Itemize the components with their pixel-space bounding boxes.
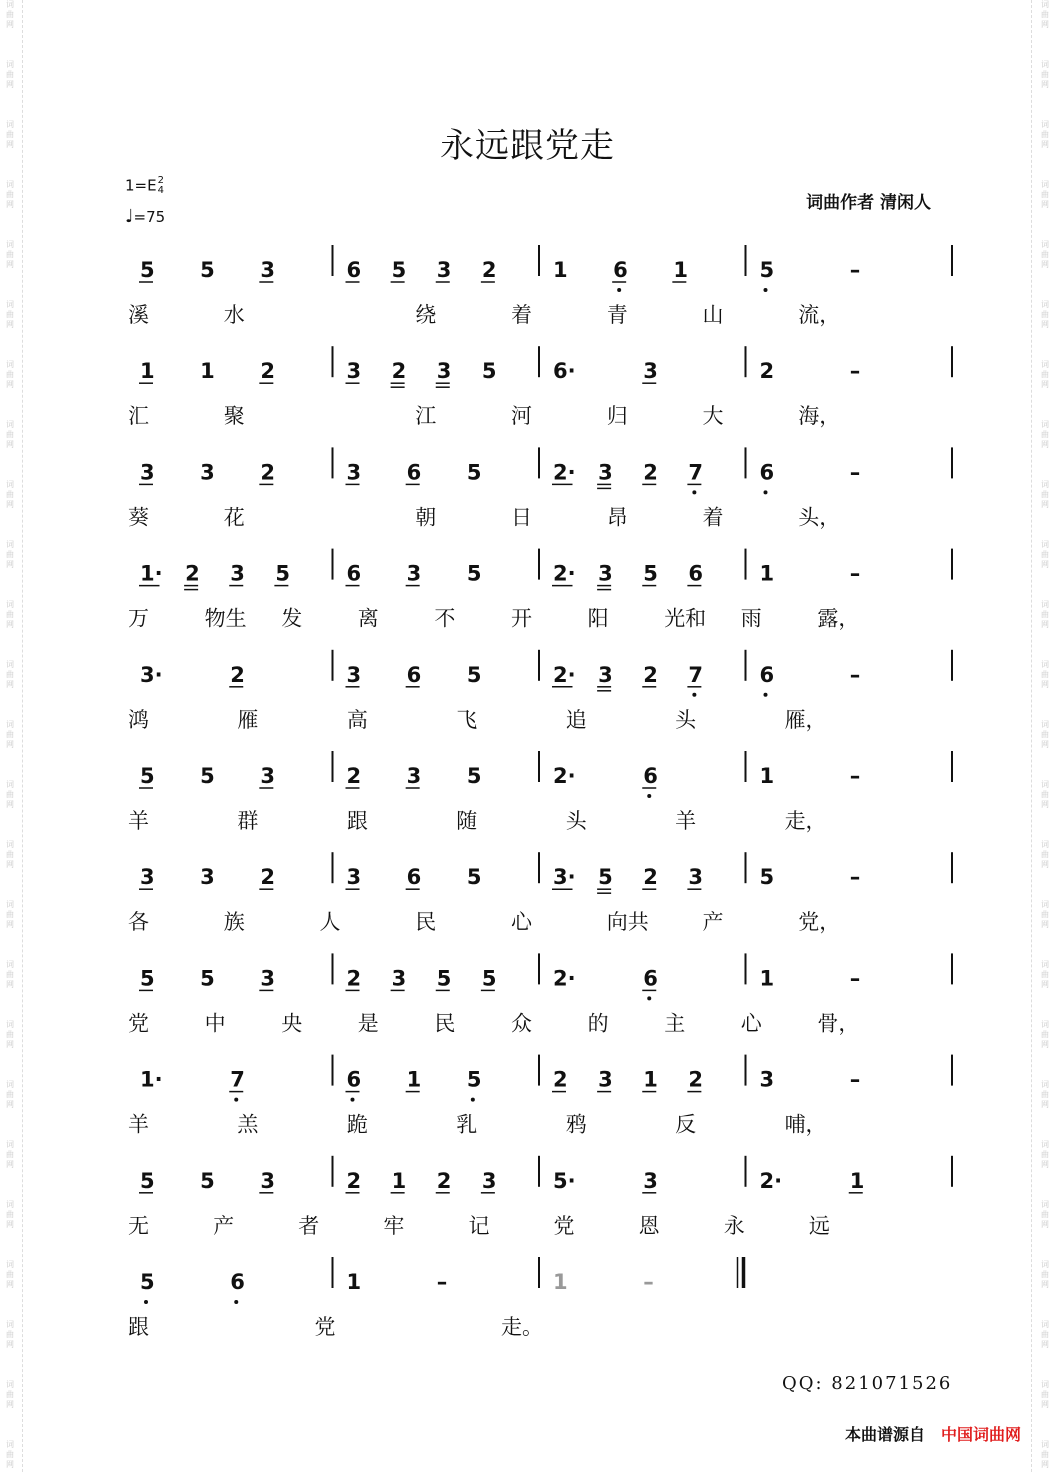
note: 5 — [598, 865, 613, 890]
watermark-text: 词 曲 网 — [1041, 300, 1049, 329]
lyric: 水 — [223, 303, 245, 327]
lyric: 昂 — [606, 505, 628, 530]
song-title: 永远跟党走 — [440, 126, 615, 166]
lyric: 着 — [702, 505, 724, 530]
note: 5 — [481, 966, 497, 991]
note: 5 — [140, 1168, 155, 1193]
lyric: 不 — [434, 606, 456, 631]
lyric: 羔 — [237, 1112, 259, 1137]
composer-credit: 词曲作者 清闲人 — [806, 193, 931, 213]
watermark-text: 词 曲 网 — [1041, 120, 1049, 149]
note: 3 — [346, 662, 362, 687]
note: 2 — [260, 865, 275, 890]
watermark-text: 词 曲 网 — [1041, 1200, 1049, 1229]
watermark-text: 词 曲 网 — [6, 360, 14, 389]
lyric: 雁， — [784, 707, 827, 732]
note: 3 — [436, 258, 452, 282]
note: 7 — [688, 460, 703, 485]
low-octave-dot — [647, 996, 651, 1000]
watermark-text: 词 曲 网 — [1041, 360, 1049, 389]
watermark-text: 词 曲 网 — [1041, 180, 1049, 209]
note: 3 — [260, 1168, 275, 1193]
watermark-text: 词 曲 网 — [6, 1140, 14, 1169]
lyric: 远 — [808, 1213, 830, 1238]
note: 3 — [391, 966, 407, 991]
note: 3 — [643, 1168, 658, 1193]
note: 1 — [200, 359, 215, 384]
note: 3· — [140, 662, 163, 687]
note: 3 — [230, 561, 245, 586]
note: 2· — [553, 764, 576, 788]
note: 3 — [260, 764, 275, 788]
note: 5 — [759, 258, 775, 282]
lyric: 鸿 — [128, 707, 149, 732]
lyric: 是 — [357, 1011, 379, 1036]
watermark-text: 词 曲 网 — [6, 180, 14, 209]
note: 3 — [598, 460, 613, 485]
lyric: 葵 — [128, 505, 149, 530]
watermark-text: 词 曲 网 — [6, 120, 14, 149]
watermark-text: 词 曲 网 — [1041, 960, 1049, 989]
watermark-text: 词 曲 网 — [6, 900, 14, 929]
note: 6 — [230, 1270, 245, 1294]
watermark-text: 词 曲 网 — [1041, 0, 1049, 29]
time-denominator: 4 — [157, 185, 164, 196]
lyric: 乳 — [456, 1112, 478, 1137]
note: 2· — [759, 1168, 783, 1193]
lyric: 跪 — [346, 1112, 368, 1137]
watermark-text: 词 曲 网 — [6, 240, 14, 269]
lyric: 心 — [511, 910, 532, 935]
note: 3 — [643, 359, 658, 384]
note: 5 — [466, 865, 482, 890]
lyric: 记 — [468, 1213, 490, 1238]
note: 3 — [759, 1067, 775, 1092]
note: 2 — [759, 359, 775, 384]
lyric: 着 — [511, 303, 532, 327]
note: 2 — [346, 966, 362, 991]
source-prefix: 本曲谱源自 — [844, 1425, 925, 1444]
watermark-text: 词 曲 网 — [1041, 1320, 1049, 1349]
watermark-text: 词 曲 网 — [6, 420, 14, 449]
watermark-text: 词 曲 网 — [1041, 420, 1049, 449]
source-credit — [845, 1422, 1021, 1445]
note: 1 — [849, 1168, 865, 1193]
note: 5 — [759, 865, 775, 890]
note: 3· — [553, 865, 576, 890]
lyric: 河 — [511, 404, 532, 429]
note: 5 — [466, 662, 482, 687]
note: 5 — [391, 258, 407, 282]
lyric: 头 — [565, 809, 587, 833]
lyric: 众 — [511, 1011, 532, 1036]
note: 2 — [346, 1168, 362, 1193]
lyric: 汇 — [128, 404, 149, 429]
watermark-text: 词 曲 网 — [6, 60, 14, 89]
note: 5 — [466, 561, 482, 586]
lyric: 日 — [511, 505, 532, 530]
note: 6 — [346, 258, 362, 282]
dash: – — [849, 1067, 861, 1092]
low-octave-dot — [351, 1098, 355, 1102]
lyric: 跟 — [346, 809, 368, 833]
note: 3 — [260, 258, 275, 282]
lyric: 溪 — [128, 303, 149, 327]
note: 3 — [200, 865, 215, 890]
lyric: 离 — [357, 606, 379, 631]
lyric: 向共 — [606, 910, 649, 935]
note: 6 — [406, 460, 422, 485]
time-numerator: 2 — [157, 175, 164, 186]
lyric: 江 — [415, 404, 437, 429]
note: 5 — [436, 966, 452, 991]
note: 7 — [230, 1067, 245, 1092]
watermark-text: 词 曲 网 — [6, 1020, 14, 1049]
lyric: 反 — [675, 1112, 697, 1137]
note: 6 — [346, 561, 362, 586]
lyric: 羊 — [128, 1112, 149, 1137]
note: 6 — [688, 561, 703, 586]
lyric: 海， — [798, 404, 841, 429]
low-octave-dot — [764, 693, 768, 697]
note: 1 — [391, 1168, 407, 1193]
watermark-text: 词 曲 网 — [1041, 840, 1049, 869]
note: 3 — [406, 561, 422, 586]
lyric: 物生 — [204, 606, 247, 631]
lyric: 的 — [587, 1011, 609, 1036]
watermark-text: 词 曲 网 — [1041, 900, 1049, 929]
low-octave-dot — [692, 490, 696, 494]
note: 7 — [688, 662, 703, 687]
note: 2 — [185, 561, 200, 586]
note: 3 — [260, 966, 275, 991]
watermark-text: 词 曲 网 — [1041, 60, 1049, 89]
dash: – — [436, 1270, 448, 1294]
note: 1 — [140, 359, 155, 384]
lyric: 党， — [798, 910, 841, 935]
note: 6 — [759, 662, 775, 687]
watermark-text: 词 曲 网 — [1041, 720, 1049, 749]
watermark-text: 词 曲 网 — [6, 840, 14, 869]
note: 5 — [200, 1168, 215, 1193]
note: 2 — [688, 1067, 703, 1092]
note: 6 — [643, 966, 658, 991]
lyric: 群 — [237, 809, 259, 833]
lyric: 人 — [319, 910, 341, 935]
note: 5· — [553, 1168, 576, 1193]
note: 2 — [643, 662, 658, 687]
watermark-text: 词 曲 网 — [1041, 1080, 1049, 1109]
quarter-note-icon: ♩ — [125, 206, 134, 227]
lyric: 无 — [128, 1213, 149, 1238]
watermark-text: 词 曲 网 — [1041, 780, 1049, 809]
low-octave-dot — [144, 1300, 148, 1304]
watermark-text: 词 曲 网 — [6, 1380, 14, 1409]
lyric: 党 — [314, 1315, 336, 1339]
watermark-text: 词 曲 网 — [1041, 1260, 1049, 1289]
lyric: 发 — [281, 606, 303, 631]
note: 1 — [673, 258, 688, 282]
lyric: 万 — [128, 606, 149, 631]
lyric: 花 — [223, 505, 245, 530]
note: 6 — [643, 764, 658, 788]
watermark-text: 词 曲 网 — [6, 1200, 14, 1229]
lyric: 跟 — [128, 1315, 149, 1339]
note: 2 — [643, 865, 658, 890]
note: 3 — [346, 460, 362, 485]
low-octave-dot — [617, 288, 621, 292]
lyric: 走， — [784, 809, 827, 833]
lyric: 聚 — [223, 404, 245, 429]
lyric: 开 — [511, 606, 532, 631]
note: 3 — [140, 865, 155, 890]
lyric: 者 — [298, 1213, 320, 1238]
lyric: 永 — [723, 1213, 745, 1238]
note: 2 — [260, 359, 275, 384]
note: 3 — [346, 865, 362, 890]
lyric: 走。 — [501, 1315, 543, 1339]
note: 5 — [140, 966, 155, 991]
note: 5 — [200, 258, 215, 282]
note: 3 — [598, 1067, 613, 1092]
watermark-text: 词 曲 网 — [6, 1260, 14, 1289]
note: 3 — [436, 359, 452, 384]
note: 1 — [759, 764, 775, 788]
watermark-text: 词 曲 网 — [1041, 240, 1049, 269]
lyric: 阳 — [587, 606, 609, 631]
watermark-text: 词 曲 网 — [1041, 1020, 1049, 1049]
lyric: 各 — [128, 910, 149, 935]
note: 1 — [643, 1067, 658, 1092]
dash: – — [849, 966, 861, 991]
note: 1· — [140, 561, 163, 586]
watermark-text: 词 曲 网 — [1041, 540, 1049, 569]
note: 1· — [140, 1067, 163, 1092]
dash: – — [849, 764, 861, 788]
note: 5 — [140, 258, 155, 282]
note: 5 — [140, 764, 155, 788]
lyric: 民 — [434, 1011, 456, 1036]
lyric: 流， — [798, 303, 841, 327]
low-octave-dot — [764, 490, 768, 494]
note: 2· — [553, 966, 576, 991]
lyric: 央 — [281, 1011, 303, 1036]
watermark-text: 词 曲 网 — [6, 600, 14, 629]
watermark-text: 词 曲 网 — [6, 0, 14, 29]
lyric: 产 — [213, 1213, 235, 1238]
watermark-text: 词 曲 网 — [6, 720, 14, 749]
watermark-text: 词 曲 网 — [6, 480, 14, 509]
watermark-text: 词 曲 网 — [6, 660, 14, 689]
lyric: 雨 — [740, 606, 762, 631]
lyric: 露， — [817, 606, 860, 631]
note: 2· — [553, 460, 576, 485]
watermark-text: 词 曲 网 — [6, 1440, 14, 1469]
lyric: 哺， — [784, 1112, 827, 1137]
note: 2 — [346, 764, 362, 788]
note: 2 — [553, 1067, 568, 1092]
lyric: 骨， — [817, 1011, 860, 1036]
note: 2 — [230, 662, 245, 687]
lyric: 主 — [664, 1011, 686, 1036]
watermark-text: 词 曲 网 — [1041, 600, 1049, 629]
low-octave-dot — [764, 288, 768, 292]
note: 6 — [406, 662, 422, 687]
dash: – — [643, 1270, 654, 1294]
dash: – — [849, 460, 861, 485]
note: 5 — [200, 966, 215, 991]
note: 1 — [759, 966, 775, 991]
note: 1 — [346, 1270, 362, 1294]
low-octave-dot — [471, 1098, 475, 1102]
lyric: 羊 — [675, 809, 697, 833]
watermark-text: 词 曲 网 — [6, 1320, 14, 1349]
note: 5 — [275, 561, 290, 586]
lyric: 头， — [798, 505, 841, 530]
note: 3 — [346, 359, 362, 384]
watermark-text: 词 曲 网 — [6, 540, 14, 569]
note: 2· — [553, 662, 576, 687]
note: 6 — [759, 460, 775, 485]
key-tonic: 1=E — [125, 176, 157, 195]
dash: – — [849, 258, 861, 282]
note: 5 — [481, 359, 497, 384]
watermark-text: 词 曲 网 — [6, 1080, 14, 1109]
watermark-text: 词 曲 网 — [1041, 1140, 1049, 1169]
note: 1 — [759, 561, 775, 586]
note: 2 — [643, 460, 658, 485]
lyric: 恩 — [638, 1213, 660, 1238]
note: 5 — [466, 460, 482, 485]
note: 2 — [436, 1168, 452, 1193]
note: 6 — [346, 1067, 362, 1092]
low-octave-dot — [234, 1300, 238, 1304]
lyric: 青 — [606, 303, 628, 327]
note: 3 — [688, 865, 703, 890]
note: 2 — [391, 359, 407, 384]
lyric: 心 — [740, 1011, 762, 1036]
low-octave-dot — [692, 693, 696, 697]
low-octave-dot — [647, 794, 651, 798]
watermark-text: 词 曲 网 — [1041, 1380, 1049, 1409]
lyric: 牢 — [383, 1213, 405, 1238]
note: 6 — [406, 865, 422, 890]
lyric: 飞 — [456, 707, 478, 732]
note: 1 — [553, 1270, 568, 1294]
watermark-text: 词 曲 网 — [6, 960, 14, 989]
lyric: 党 — [553, 1213, 575, 1238]
lyric: 鸦 — [565, 1112, 587, 1137]
lyric: 羊 — [128, 809, 149, 833]
note: 5 — [466, 764, 482, 788]
dash: – — [849, 662, 861, 687]
qq-contact: QQ: 821071526 — [782, 1373, 953, 1394]
note: 5 — [200, 764, 215, 788]
note: 3 — [481, 1168, 497, 1193]
watermark-text: 词 曲 网 — [1041, 480, 1049, 509]
lyric: 中 — [204, 1011, 226, 1036]
note: 5 — [140, 1270, 155, 1294]
note: 3 — [140, 460, 155, 485]
note: 5 — [466, 1067, 482, 1092]
watermark-text: 词 曲 网 — [1041, 660, 1049, 689]
lyric: 雁 — [237, 707, 259, 732]
note: 1 — [406, 1067, 422, 1092]
lyric: 朝 — [415, 505, 437, 530]
dash: – — [849, 865, 861, 890]
note: 2 — [481, 258, 497, 282]
note: 6 — [613, 258, 628, 282]
lyric: 光和 — [664, 606, 707, 631]
note: 5 — [643, 561, 658, 586]
note: 3 — [200, 460, 215, 485]
note: 6· — [553, 359, 576, 384]
lyric: 归 — [606, 404, 628, 429]
dash: – — [849, 359, 861, 384]
lyric: 党 — [128, 1011, 149, 1036]
note: 2· — [553, 561, 576, 586]
note: 3 — [406, 764, 422, 788]
lyric: 族 — [223, 910, 245, 935]
lyric: 山 — [702, 303, 724, 327]
note: 2 — [260, 460, 275, 485]
watermark-text: 词 曲 网 — [1041, 1440, 1049, 1469]
dash: – — [849, 561, 861, 586]
note: 3 — [598, 561, 613, 586]
lyric: 追 — [565, 707, 587, 732]
tempo-value: =75 — [133, 208, 166, 226]
lyric: 大 — [702, 404, 724, 429]
watermark-text: 词 曲 网 — [6, 300, 14, 329]
lyric: 产 — [702, 910, 724, 935]
lyric: 头 — [675, 707, 697, 732]
lyric: 民 — [415, 910, 437, 935]
lyric: 绕 — [415, 303, 437, 327]
lyric: 高 — [346, 707, 368, 732]
lyric: 随 — [456, 809, 478, 833]
low-octave-dot — [234, 1098, 238, 1102]
watermark-text: 词 曲 网 — [6, 780, 14, 809]
note: 1 — [553, 258, 568, 282]
source-site-link[interactable]: 中国词曲网 — [940, 1425, 1021, 1444]
note: 3 — [598, 662, 613, 687]
